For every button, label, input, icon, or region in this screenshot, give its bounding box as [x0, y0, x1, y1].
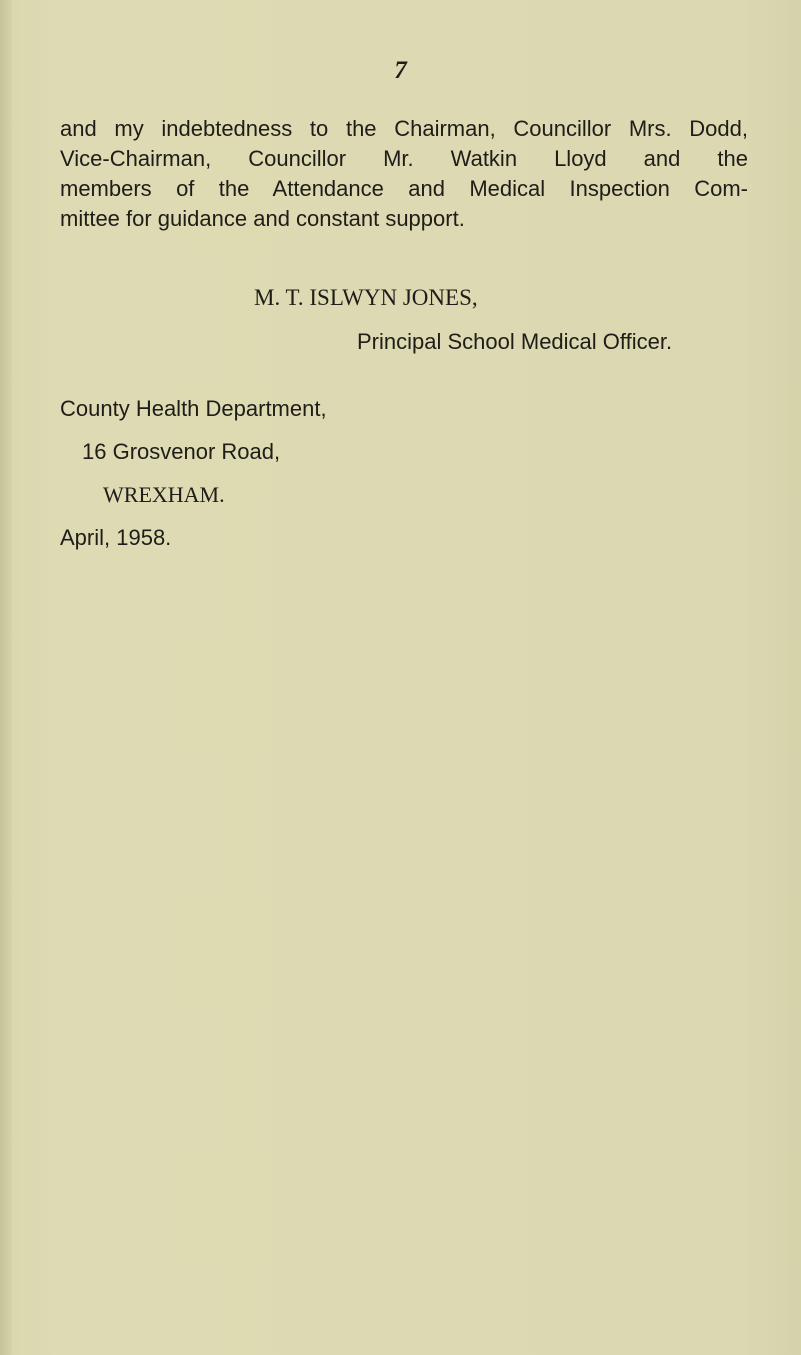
signatory-title: Principal School Medical Officer.: [357, 329, 673, 354]
paragraph-line: and my indebtedness to the Chairman, Councillor Mrs. Dodd,: [60, 116, 748, 141]
acknowledgement-paragraph: [60, 114, 748, 234]
binding-gutter: [0, 0, 12, 1355]
page-number: 7: [394, 57, 407, 84]
paragraph-line: mittee for guidance and constant support.: [60, 206, 465, 231]
address-line-department: County Health Department,: [60, 396, 327, 421]
paragraph-line: members of the Attendance and Medical Inspection Com-: [60, 176, 748, 201]
address-line-street: 16 Grosvenor Road,: [82, 439, 281, 464]
signatory-name: M. T. ISLWYN JONES,: [254, 285, 478, 310]
address-line-town: WREXHAM.: [103, 482, 225, 507]
paragraph-line: Vice-Chairman, Councillor Mr. Watkin Lloyd and the: [60, 146, 748, 171]
document-date: April, 1958.: [60, 525, 172, 550]
